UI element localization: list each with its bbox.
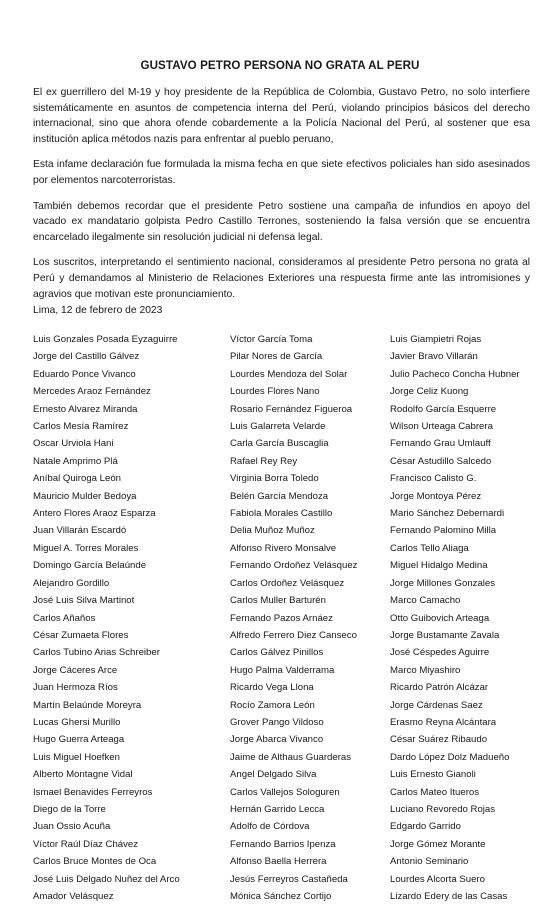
signatory-name: Dardo López Dolz Madueño	[390, 751, 510, 763]
signatory-name: Belén García Mendoza	[230, 490, 329, 502]
signatory-name: Miguel Hidalgo Medina	[390, 560, 488, 572]
signatory-name: Lourdes Alcorta Suero	[390, 873, 485, 885]
signatory-name: Javier Bravo Villarán	[390, 351, 478, 363]
signatory-name: Hernán Garrido Lecca	[230, 803, 325, 815]
signatory-name: Carlos Muller Barturén	[230, 595, 326, 607]
signatory-name: Fernando Ordoñez Velásquez	[230, 560, 358, 572]
signatory-name: Mónica Sánchez Cortijo	[230, 891, 332, 902]
signatory-name: Antero Flores Araoz Esparza	[33, 508, 156, 520]
signatory-name: Carlos Mateo Itueros	[390, 786, 480, 798]
signatory-name: Fernando Palomino Milla	[390, 525, 497, 537]
signatory-name: Juan Ossio Acuña	[33, 821, 111, 833]
signatory-name: Rafael Rey Rey	[230, 455, 298, 467]
signatory-name: Juan Hermoza Ríos	[33, 682, 118, 694]
signatory-name: Carlos Vallejos Sologuren	[230, 786, 340, 798]
signatory-name: Julio Pacheco Concha Hubner	[390, 368, 520, 380]
signatory-name: Lizardo Edery de las Casas	[390, 891, 508, 902]
signatory-name: César Zumaeta Flores	[33, 629, 129, 641]
signatory-name: Mauricio Mulder Bedoya	[33, 490, 137, 502]
signatory-name: Pilar Nores de García	[230, 351, 323, 363]
signatories-column-2	[230, 331, 390, 905]
signatory-name: Carlos Gálvez Pinillos	[230, 647, 324, 659]
signatories-column-3	[390, 331, 540, 905]
signatory-name: Ricardo Patrón Alcázar	[390, 682, 489, 694]
signatory-name: Jorge Bustamante Zavala	[390, 629, 500, 641]
signatory-name: Jorge del Castillo Gálvez	[33, 351, 140, 363]
paragraph-2: Esta infame declaración fue formulada la misma fecha en que siete efectivos policiales han sido asesinados por elementos narcoterroristas.	[33, 159, 530, 186]
signatory-name: Víctor García Toma	[230, 334, 313, 345]
signatory-name: Luis Galarreta Velarde	[230, 421, 326, 433]
signatory-name: Delia Muñoz Muñoz	[230, 525, 315, 537]
signatory-name: Domingo García Belaúnde	[33, 560, 147, 572]
signatory-name: José Luis Delgado Nuñez del Arco	[33, 873, 180, 885]
signatory-name: Jorge Montoya Pérez	[390, 490, 482, 502]
signatory-name: Marco Camacho	[390, 595, 461, 607]
signatory-name: Víctor Raúl Díaz Chávez	[33, 838, 139, 850]
signatory-name: Aníbal Quiroga León	[33, 473, 122, 485]
signatory-name: Juan Villarán Escardó	[33, 525, 127, 537]
signatory-name: Jaime de Althaus Guarderas	[230, 751, 352, 763]
signatory-name: Jorge Millones Gonzales	[390, 577, 496, 589]
signatory-name: Francisco Calisto G.	[390, 473, 477, 485]
signatory-name: Jorge Abarca Vivanco	[230, 734, 324, 746]
paragraph-1: El ex guerrillero del M-19 y hoy presidente de la República de Colombia, Gustavo Petro, no solo interfiere sistemáticamente en asuntos de competencia interna del Perú, violando principios básicos del derecho internacional, sino que ahora ofende cobardemente a la Policía Nacional del Perú, al sostener que esa institución aplica métodos nazis para enfrentar al pueblo peruano,	[33, 87, 530, 145]
signatory-name: Luis Miguel Hoefken	[33, 751, 120, 763]
signatory-name: Virginia Borra Toledo	[230, 473, 319, 485]
signatory-name: Eduardo Ponce Vivanco	[33, 368, 136, 380]
signatory-name: Fernando Pazos Arnáez	[230, 612, 333, 624]
signatory-name: Jesús Ferreyros Castañeda	[230, 873, 348, 885]
signatory-name: Amador Velásquez	[33, 891, 114, 902]
document-title: GUSTAVO PETRO PERSONA NO GRATA AL PERU	[140, 59, 420, 72]
signatory-name: Jorge Gómez Morante	[390, 838, 486, 850]
signatory-name: Alejandro Gordillo	[33, 577, 110, 589]
signatory-name: Carlos Añaños	[33, 612, 96, 624]
signatory-name: Mercedes Araoz Fernández	[33, 386, 151, 398]
signatory-name: Carla García Buscaglia	[230, 438, 329, 450]
signatory-name: Oscar Urviola Hani	[33, 438, 114, 450]
signatory-name: Rodolfo García Esquerre	[390, 403, 497, 415]
signatory-name: Ricardo Vega Llona	[230, 682, 314, 694]
signatory-name: Alberto Montagne Vidal	[33, 769, 133, 781]
signatory-name: Fabiola Morales Castillo	[230, 508, 333, 520]
signatory-name: Ismael Benavides Ferreyros	[33, 786, 153, 798]
signatory-name: Lourdes Flores Nano	[230, 386, 320, 398]
document-date: Lima, 12 de febrero de 2023	[33, 305, 163, 316]
signatory-name: Grover Pango Vildoso	[230, 716, 324, 728]
signatory-name: Hugo Palma Valderrama	[230, 664, 335, 676]
signatory-name: Luis Giampietri Rojas	[390, 334, 482, 345]
signatory-name: Rocío Zamora León	[230, 699, 315, 711]
signatory-name: César Astudillo Salcedo	[390, 455, 492, 467]
signatory-name: Marco Miyashiro	[390, 664, 461, 676]
signatory-name: Diego de la Torre	[33, 803, 106, 815]
signatory-name: Hugo Guerra Arteaga	[33, 734, 125, 746]
signatory-name: Adolfo de Córdova	[230, 821, 310, 833]
signatory-name: Angel Delgado Silva	[230, 769, 317, 781]
signatory-name: Fernando Barrios Ipenza	[230, 838, 336, 850]
signatory-name: Carlos Tello Aliaga	[390, 542, 469, 554]
signatory-name: Otto Guibovich Arteaga	[390, 612, 490, 624]
signatory-name: Erasmo Reyna Alcántara	[390, 716, 497, 728]
signatory-name: Luis Ernesto Gianoli	[390, 769, 476, 781]
signatory-name: José Céspedes Aguirre	[390, 647, 490, 659]
signatory-name: Jorge Cárdenas Saez	[390, 699, 483, 711]
signatory-name: Luciano Revoredo Rojas	[390, 803, 496, 815]
signatory-name: Lourdes Mendoza del Solar	[230, 368, 348, 380]
signatory-name: Alfonso Baella Herrera	[230, 856, 327, 868]
paragraph-3: También debemos recordar que el presidente Petro sostiene una campaña de infundios en apoyo del vacado ex mandatario golpista Pedro Castillo Terrones, sosteniendo la falsa versión que se encuentra encarcelado ilegalmente sin resolución judicial ni defensa legal.	[33, 200, 530, 243]
signatory-name: Mario Sánchez Debernardi	[390, 508, 505, 520]
signatory-name: Fernando Grau Umlauff	[390, 438, 491, 450]
signatory-name: Lucas Ghersi Murillo	[33, 716, 121, 728]
signatory-name: Rosario Fernández Figueroa	[230, 403, 353, 415]
paragraph-4: Los suscritos, interpretando el sentimiento nacional, consideramos al presidente Petro persona no grata al Perú y demandamos al Ministerio de Relaciones Exteriores una respuesta firme ante las intromisiones y agravios que motivan este pronunciamiento.	[33, 257, 530, 300]
signatory-name: Carlos Ordoñez Velásquez	[230, 577, 345, 589]
signatory-name: Ernesto Alvarez Miranda	[33, 403, 138, 415]
signatory-name: Carlos Tubino Arias Schreiber	[33, 647, 160, 659]
signatory-name: Alfonso Rivero Monsalve	[230, 542, 337, 554]
signatory-name: Luis Gonzales Posada Eyzaguirre	[33, 334, 178, 345]
signatory-name: Antonio Seminario	[390, 856, 469, 868]
signatory-name: Martín Belaúnde Moreyra	[33, 699, 142, 711]
signatory-name: Carlos Mesía Ramírez	[33, 421, 129, 433]
signatories-list	[33, 331, 543, 905]
signatories-column-1	[33, 331, 230, 905]
signatory-name: Jorge Celiz Kuong	[390, 386, 469, 398]
signatory-name: José Luis Silva Martinot	[33, 595, 135, 607]
document-body	[33, 85, 530, 312]
signatory-name: Miguel A. Torres Morales	[33, 542, 139, 554]
signatory-name: Alfredo Ferrero Diez Canseco	[230, 629, 357, 641]
signatory-name: César Suárez Ribaudo	[390, 734, 488, 746]
signatory-name: Edgardo Garrido	[390, 821, 461, 833]
signatory-name: Jorge Cáceres Arce	[33, 664, 118, 676]
signatory-name: Natale Amprimo Plá	[33, 455, 118, 467]
signatory-name: Carlos Bruce Montes de Oca	[33, 856, 157, 868]
signatory-name: Wilson Urteaga Cabrera	[390, 421, 493, 433]
